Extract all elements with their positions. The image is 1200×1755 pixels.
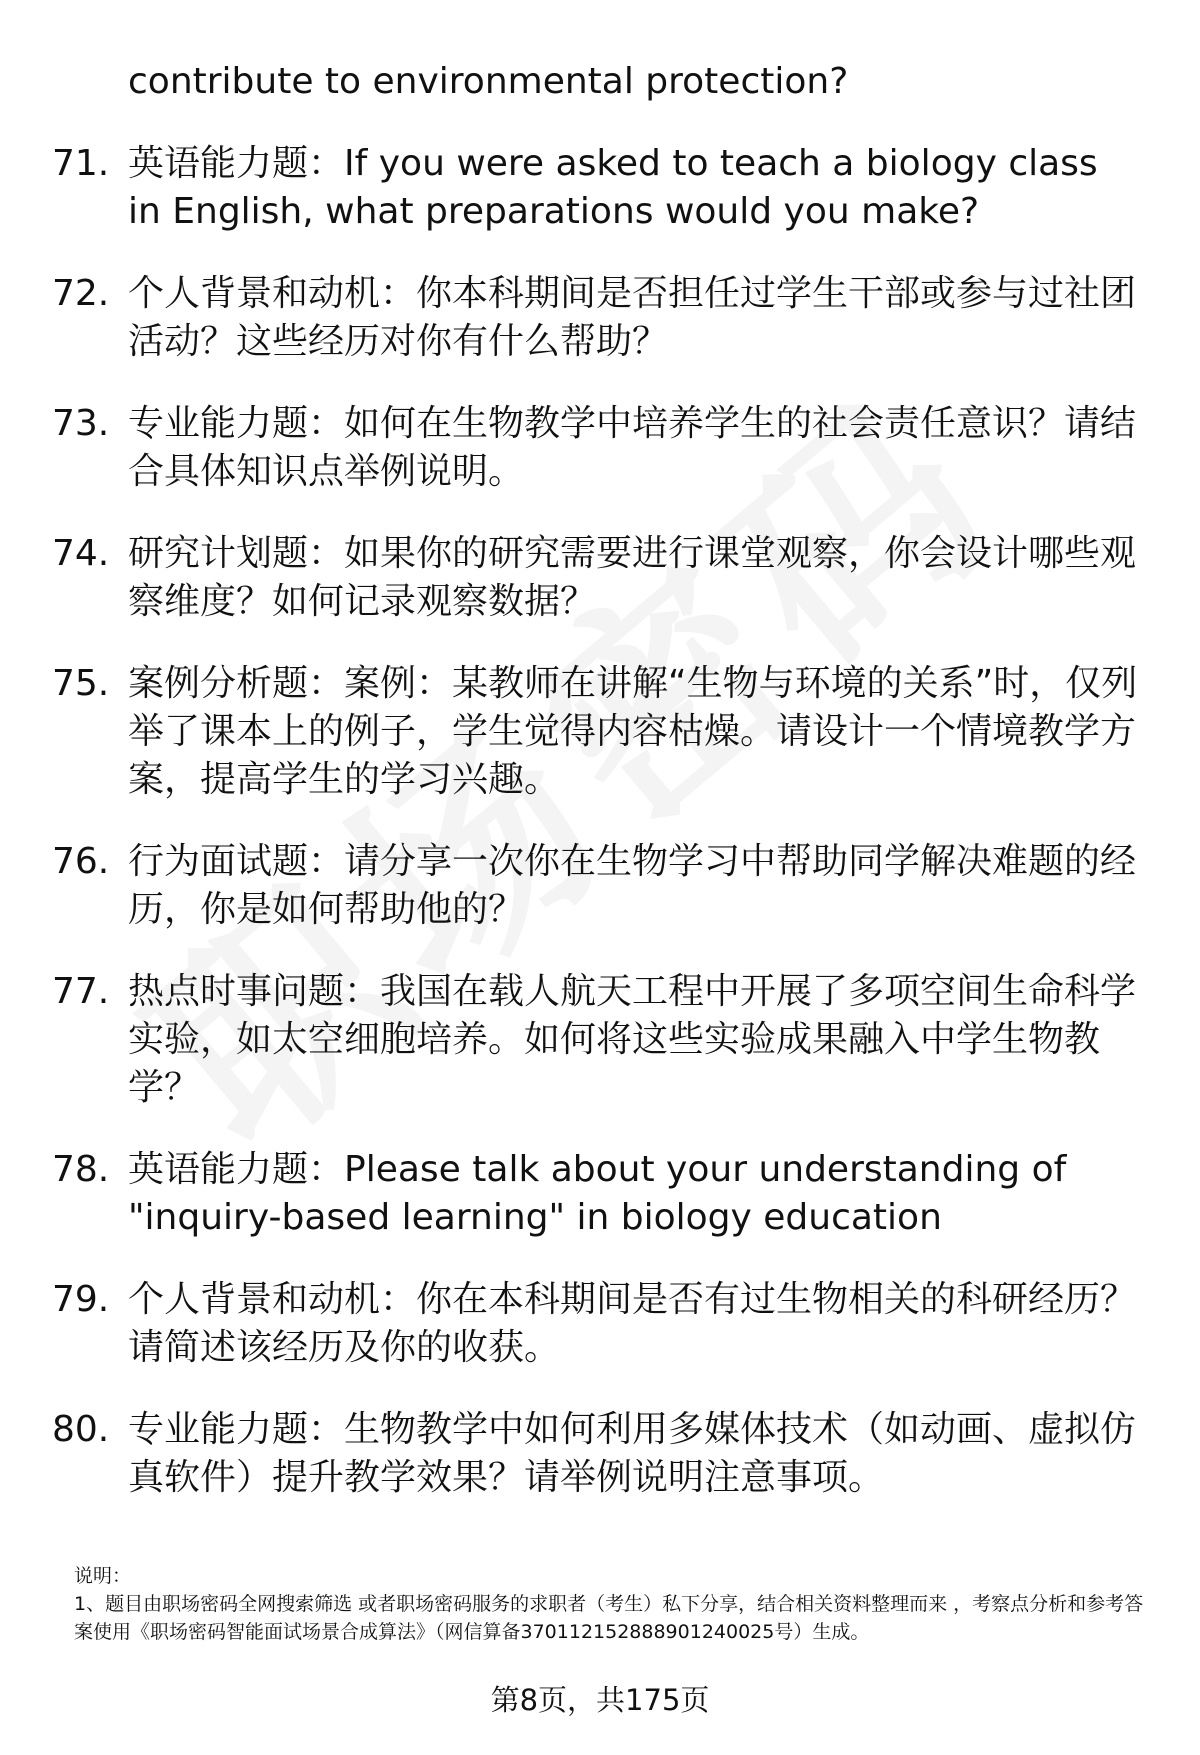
page-number: 第8页，共175页: [490, 1683, 710, 1717]
footnote-body: 1、题目由职场密码全网搜索筛选 或者职场密码服务的求职者（考生）私下分享，结合相关资料整理而来 ，考察点分析和参考答案使用《职场密码智能面试场景合成算法》（网信算备370112152888901240025号）生成。: [74, 1593, 1144, 1643]
question-number: 71.: [52, 143, 110, 184]
question-item: [0, 270, 1200, 366]
question-item: [0, 660, 1200, 804]
question-item: [0, 1276, 1200, 1372]
question-item: [0, 400, 1200, 496]
question-item: [0, 530, 1200, 626]
question-number: 72.: [52, 273, 110, 314]
question-item: [0, 1406, 1200, 1502]
question-number: 78.: [52, 1149, 110, 1190]
question-item: [0, 838, 1200, 934]
question-text: 专业能力题：生物教学中如何利用多媒体技术（如动画、虚拟仿真软件）提升教学效果？请举例说明注意事项。: [128, 1409, 1137, 1498]
question-text: 行为面试题：请分享一次你在生物学习中帮助同学解决难题的经历，你是如何帮助他的？: [128, 841, 1137, 930]
question-number: 80.: [52, 1409, 110, 1450]
footnote: [74, 1562, 1154, 1646]
question-number: 74.: [52, 533, 110, 574]
question-text: 个人背景和动机：你本科期间是否担任过学生干部或参与过社团活动？这些经历对你有什么帮助？: [128, 273, 1137, 362]
question-number: 73.: [52, 403, 110, 444]
question-number: 76.: [52, 841, 110, 882]
question-item: [0, 968, 1200, 1112]
question-item: [0, 1146, 1200, 1242]
question-text: 研究计划题：如果你的研究需要进行课堂观察，你会设计哪些观察维度？如何记录观察数据？: [128, 533, 1137, 622]
question-text: 英语能力题：Please talk about your understanding of "inquiry-based learning" in biology education: [128, 1149, 1067, 1238]
continuation-line: contribute to environmental protection?: [128, 61, 849, 102]
question-text: 个人背景和动机：你在本科期间是否有过生物相关的科研经历？请简述该经历及你的收获。: [128, 1279, 1137, 1368]
question-item: [0, 140, 1200, 236]
question-list: [0, 140, 1200, 1536]
question-number: 77.: [52, 971, 110, 1012]
question-number: 75.: [52, 663, 110, 704]
question-text: 专业能力题：如何在生物教学中培养学生的社会责任意识？请结合具体知识点举例说明。: [128, 403, 1137, 492]
question-number: 79.: [52, 1279, 110, 1320]
footnote-heading: 说明：: [74, 1565, 132, 1587]
question-text: 案例分析题：案例：某教师在讲解“生物与环境的关系”时，仅列举了课本上的例子，学生觉得内容枯燥。请设计一个情境教学方案，提高学生的学习兴趣。: [128, 663, 1138, 800]
question-text: 热点时事问题：我国在载人航天工程中开展了多项空间生命科学实验，如太空细胞培养。如何将这些实验成果融入中学生物教学？: [128, 971, 1137, 1108]
question-text: 英语能力题：If you were asked to teach a biology class in English, what preparations would you make?: [128, 143, 1098, 232]
